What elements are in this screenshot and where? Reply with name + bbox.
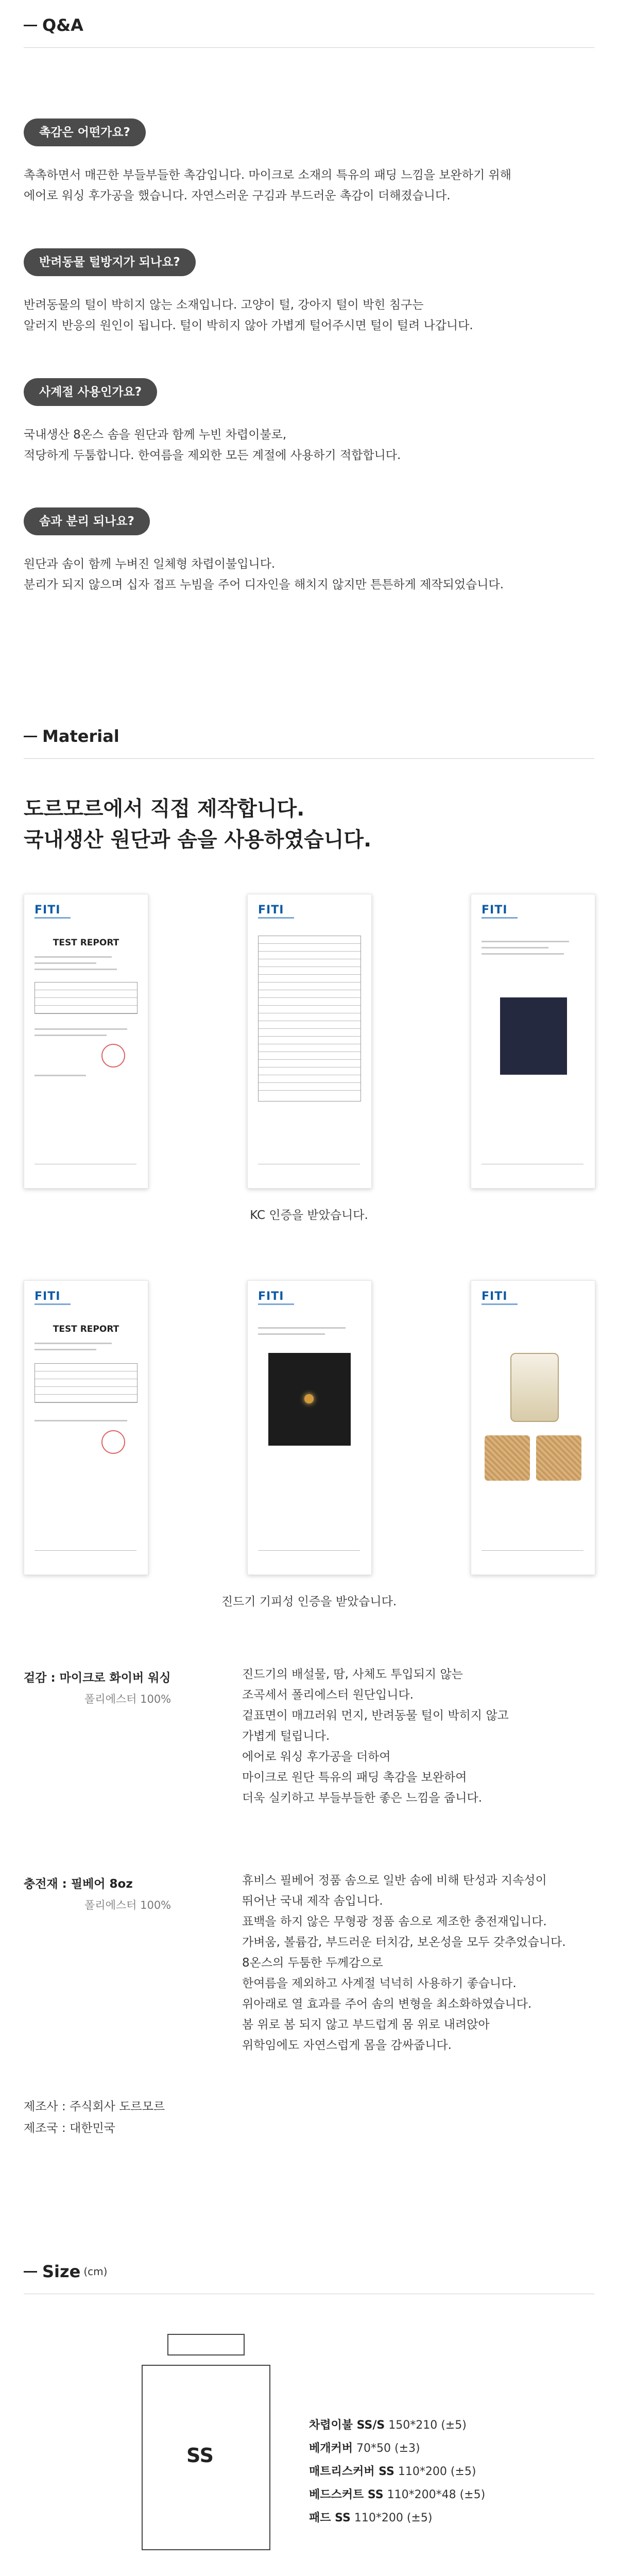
- logo-underline: [258, 917, 294, 919]
- text-line: [35, 1420, 127, 1421]
- kc-caption: KC 인증을 받았습니다.: [250, 1209, 368, 1222]
- heading-bar: [24, 736, 37, 737]
- heading-bar: [24, 2271, 37, 2273]
- material-title: Material: [42, 726, 119, 746]
- bed-diagram-ss: [142, 2365, 270, 2550]
- logo-underline: [258, 1303, 294, 1305]
- size-spec-line: 차렵이불 SS/S 150*210 (±5): [309, 2419, 467, 2432]
- text-line: [35, 969, 117, 970]
- fiti-logo: FITI: [482, 1290, 508, 1303]
- sample-dish-image: [536, 1435, 581, 1481]
- logo-underline: [35, 1303, 71, 1305]
- size-spec-line: 매트리스커버 SS 110*200 (±5): [309, 2465, 476, 2478]
- qa-divider: [24, 47, 594, 48]
- text-line: [35, 956, 112, 958]
- qa-question-2: 반려동물 털방지가 되나요?: [24, 248, 196, 276]
- qa-question-1: 촉감은 어떤가요?: [24, 118, 146, 146]
- fiti-logo: FITI: [482, 904, 508, 917]
- filling-label: 충전재 : 필베어 8oz: [24, 1877, 133, 1891]
- outer-fabric-label: 겉감 : 마이크로 화이버 워싱: [24, 1671, 171, 1685]
- report-footer: [482, 1550, 583, 1565]
- country-of-origin: 제조국 : 대한민국: [24, 2122, 115, 2135]
- fiti-logo: FITI: [258, 904, 284, 917]
- filling-desc: 휴비스 필베어 정품 솜으로 일반 솜에 비해 탄성과 지속성이 뛰어난 국내 제작 솜입니다. 표백을 하지 않은 무형광 정품 솜으로 제조한 충전재입니다. 가벼움, 볼륨감, 부드러운 터치감, 보온성을 모두 갖추었습니다. 8온스의 두툼한 두께감으로 한여름을 제외하고 사계절 넉넉히 사용하기 좋습니다. 위아래로 열 효과를 주어 솜의 변형을 최소화하였습니다. 봄 위로 봄 되지 않고 부드럽게 몸 위로 내려앉아 위학임에도 자연스럽게 몸을 감싸줍니다.: [242, 1874, 566, 2052]
- text-line: [482, 953, 564, 955]
- manufacturer: 제조사 : 주식회사 도르모르: [24, 2100, 165, 2113]
- text-line: [35, 962, 96, 964]
- material-divider: [24, 758, 594, 759]
- text-line: [482, 947, 548, 948]
- sample-dish-image: [485, 1435, 530, 1481]
- size-spec-line: 베드스커트 SS 110*200*48 (±5): [309, 2488, 486, 2501]
- qa-answer-3: 국내생산 8온스 솜을 원단과 함께 누빈 차렵이불로, 적당하게 두툼합니다. 한여름을 제외한 모든 계절에 사용하기 적합합니다.: [24, 428, 401, 462]
- outer-fabric-composition: 폴리에스터 100%: [84, 1693, 171, 1705]
- bed-size-label: SS: [186, 2444, 214, 2467]
- report-footer: [35, 1550, 136, 1565]
- seal-stamp: [101, 1430, 125, 1454]
- fabric-sample-image: [500, 997, 567, 1075]
- fiti-logo: FITI: [258, 1290, 284, 1303]
- fiti-logo: FITI: [35, 904, 61, 917]
- report-table: [258, 936, 361, 1101]
- qa-question-4: 솜과 분리 되나요?: [24, 507, 150, 535]
- report-footer: [35, 1164, 136, 1179]
- text-line: [35, 1035, 107, 1036]
- seal-stamp: [101, 1044, 125, 1067]
- logo-underline: [482, 1303, 518, 1305]
- outer-fabric-desc: 진드기의 배설물, 땀, 사체도 투입되지 않는 조곡세서 폴리에스터 원단입니다. 겉표면이 매끄러워 먼지, 반려동물 털이 박히지 않고 가볍게 털립니다. 에어로 워싱 후가공을 더하여 마이크로 원단 특유의 패딩 촉감을 보완하여 더욱 실키하고 부들부들한 좋은 느낌을 줍니다.: [242, 1668, 509, 1805]
- fiti-test-report-1: [24, 1280, 148, 1575]
- kc-test-report-2: [247, 894, 372, 1189]
- report-footer: [258, 1164, 360, 1179]
- qa-section-header: [24, 15, 83, 35]
- qa-answer-4: 원단과 솜이 함께 누벼진 일체형 차렵이불입니다. 분리가 되지 않으며 십자 접프 누빔을 주어 디자인을 해치지 않지만 튼튼하게 제작되었습니다.: [24, 557, 504, 591]
- mite-spot: [304, 1394, 314, 1403]
- text-line: [35, 1028, 127, 1030]
- text-line: [258, 1333, 325, 1335]
- qa-answer-2: 반려동물의 털이 박히지 않는 소재입니다. 고양이 털, 강아지 털이 박힌 침구는 알러지 반응의 원인이 됩니다. 털이 박히지 않아 가볍게 털어주시면 털이 털려 나갑니다.: [24, 298, 473, 332]
- material-headline: 도르모르에서 직접 제작합니다. 국내생산 원단과 솜을 사용하였습니다.: [24, 797, 372, 852]
- test-jar-image: [510, 1353, 559, 1422]
- microscope-image: [268, 1353, 351, 1446]
- size-spec-line: 베개커버 70*50 (±3): [309, 2442, 420, 2455]
- text-line: [35, 1075, 86, 1076]
- text-line: [35, 1349, 96, 1350]
- report-title: TEST REPORT: [53, 1324, 119, 1334]
- fiti-caption: 진드기 기피성 인증을 받았습니다.: [221, 1595, 397, 1608]
- kc-test-report-3: [471, 894, 595, 1189]
- logo-underline: [35, 917, 71, 919]
- size-unit: (cm): [83, 2265, 108, 2278]
- report-footer: [482, 1164, 583, 1179]
- fiti-test-report-3: [471, 1280, 595, 1575]
- report-title: TEST REPORT: [53, 938, 119, 948]
- material-section-header: [24, 726, 119, 746]
- pillow-diagram: [167, 2334, 245, 2355]
- text-line: [482, 941, 569, 942]
- kc-test-report-1: [24, 894, 148, 1189]
- fiti-logo: FITI: [35, 1290, 61, 1303]
- logo-underline: [482, 917, 518, 919]
- report-footer: [258, 1550, 360, 1565]
- size-section-header: [24, 2262, 107, 2281]
- report-table: [35, 982, 138, 1014]
- report-table: [35, 1363, 138, 1403]
- heading-bar: [24, 25, 37, 26]
- qa-question-3: 사계절 사용인가요?: [24, 378, 157, 406]
- text-line: [35, 1343, 112, 1344]
- qa-answer-1: 촉촉하면서 매끈한 부들부들한 촉감입니다. 마이크로 소재의 특유의 패딩 느낌을 보완하기 위해 에어로 워싱 후가공을 했습니다. 자연스러운 구김과 부드러운 촉감이 더해졌습니다.: [24, 168, 511, 202]
- fiti-test-report-2: [247, 1280, 372, 1575]
- qa-title: Q&A: [42, 15, 83, 35]
- size-title: Size: [42, 2262, 81, 2281]
- filling-composition: 폴리에스터 100%: [84, 1899, 171, 1911]
- size-spec-line: 패드 SS 110*200 (±5): [309, 2512, 433, 2524]
- text-line: [258, 1327, 346, 1329]
